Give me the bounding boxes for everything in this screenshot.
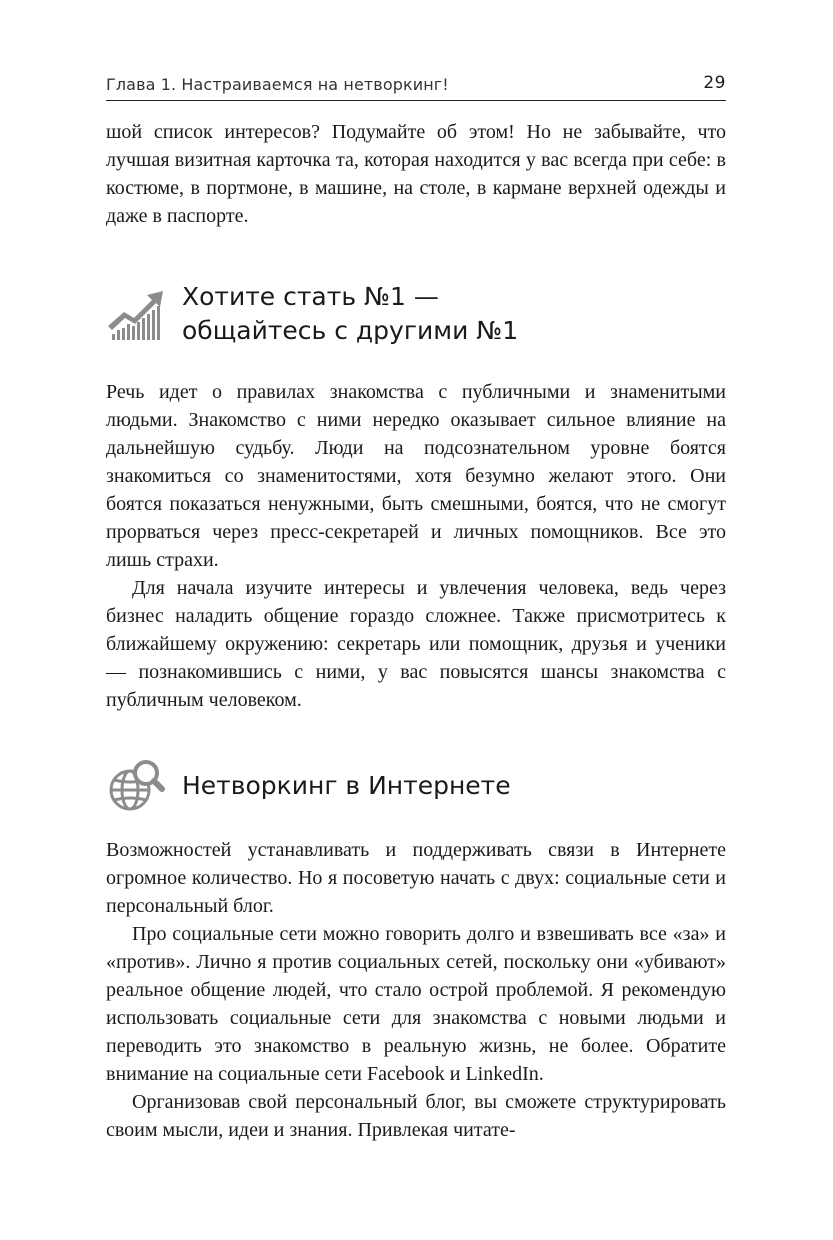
intro-paragraph: шой список интересов? Подумайте об этом! Но не забывайте, что лучшая визитная карточка та, которая находится у вас всегда при себе: в костюме, в портмоне, в машине, на столе, в кармане верхней одежды и даже в паспорте. [106, 121, 726, 227]
section-title-number-one [182, 280, 518, 348]
growth-chart-icon [106, 284, 166, 344]
running-title: Глава 1. Настраиваемся на нетворкинг! [106, 75, 449, 94]
book-page [106, 0, 726, 1240]
section-2-paragraph-2: Про социальные сети можно говорить долго и взвешивать все «за» и «против». Лично я против социальных сетей, поскольку они «убивают» реальное общение людей, что стало острой проблемой. Я рекомендую использовать социальные сети для знакомства с новыми людьми и переводить это знакомство в реальную жизнь, не более. Обратите внимание на социальные сети Facebook и LinkedIn. [106, 923, 726, 1085]
page-number: 29 [703, 73, 726, 93]
section-heading-internet [106, 756, 726, 816]
section-heading-number-one [106, 280, 726, 348]
section-2-paragraph-3: Организовав свой персональный блог, вы сможете структурировать своим мысли, идеи и знания. Привлекая читате- [106, 1091, 726, 1141]
section-title-internet: Нетворкинг в Интернете [182, 771, 511, 800]
section-1-paragraph-2: Для начала изучите интересы и увлечения человека, ведь через бизнес наладить общение гораздо сложнее. Также присмотритесь к ближайшему окружению: секретарь или помощник, друзья и ученики — познакомившись с ними, у вас повысятся шансы знакомства с публичным человеком. [106, 577, 726, 711]
section-title-line-1: Хотите стать №1 — [182, 282, 439, 311]
page-content [106, 118, 726, 1144]
running-header [106, 72, 726, 101]
section-2-paragraph-1: Возможностей устанавливать и поддерживать связи в Интернете огромное количество. Но я посоветую начать с двух: социальные сети и персональный блог. [106, 839, 726, 917]
globe-search-icon [106, 756, 166, 816]
section-1-paragraph-1: Речь идет о правилах знакомства с публичными и знаменитыми людьми. Знакомство с ними нередко оказывает сильное влияние на дальнейшую судьбу. Люди на подсознательном уровне боятся знакомиться со знаменитостями, хотя безумно желают этого. Они боятся показаться ненужными, быть смешными, боятся, что не смогут прорваться через пресс-секретарей и личных помощников. Все это лишь страхи. [106, 381, 726, 571]
section-title-line-2: общайтесь с другими №1 [182, 316, 519, 345]
